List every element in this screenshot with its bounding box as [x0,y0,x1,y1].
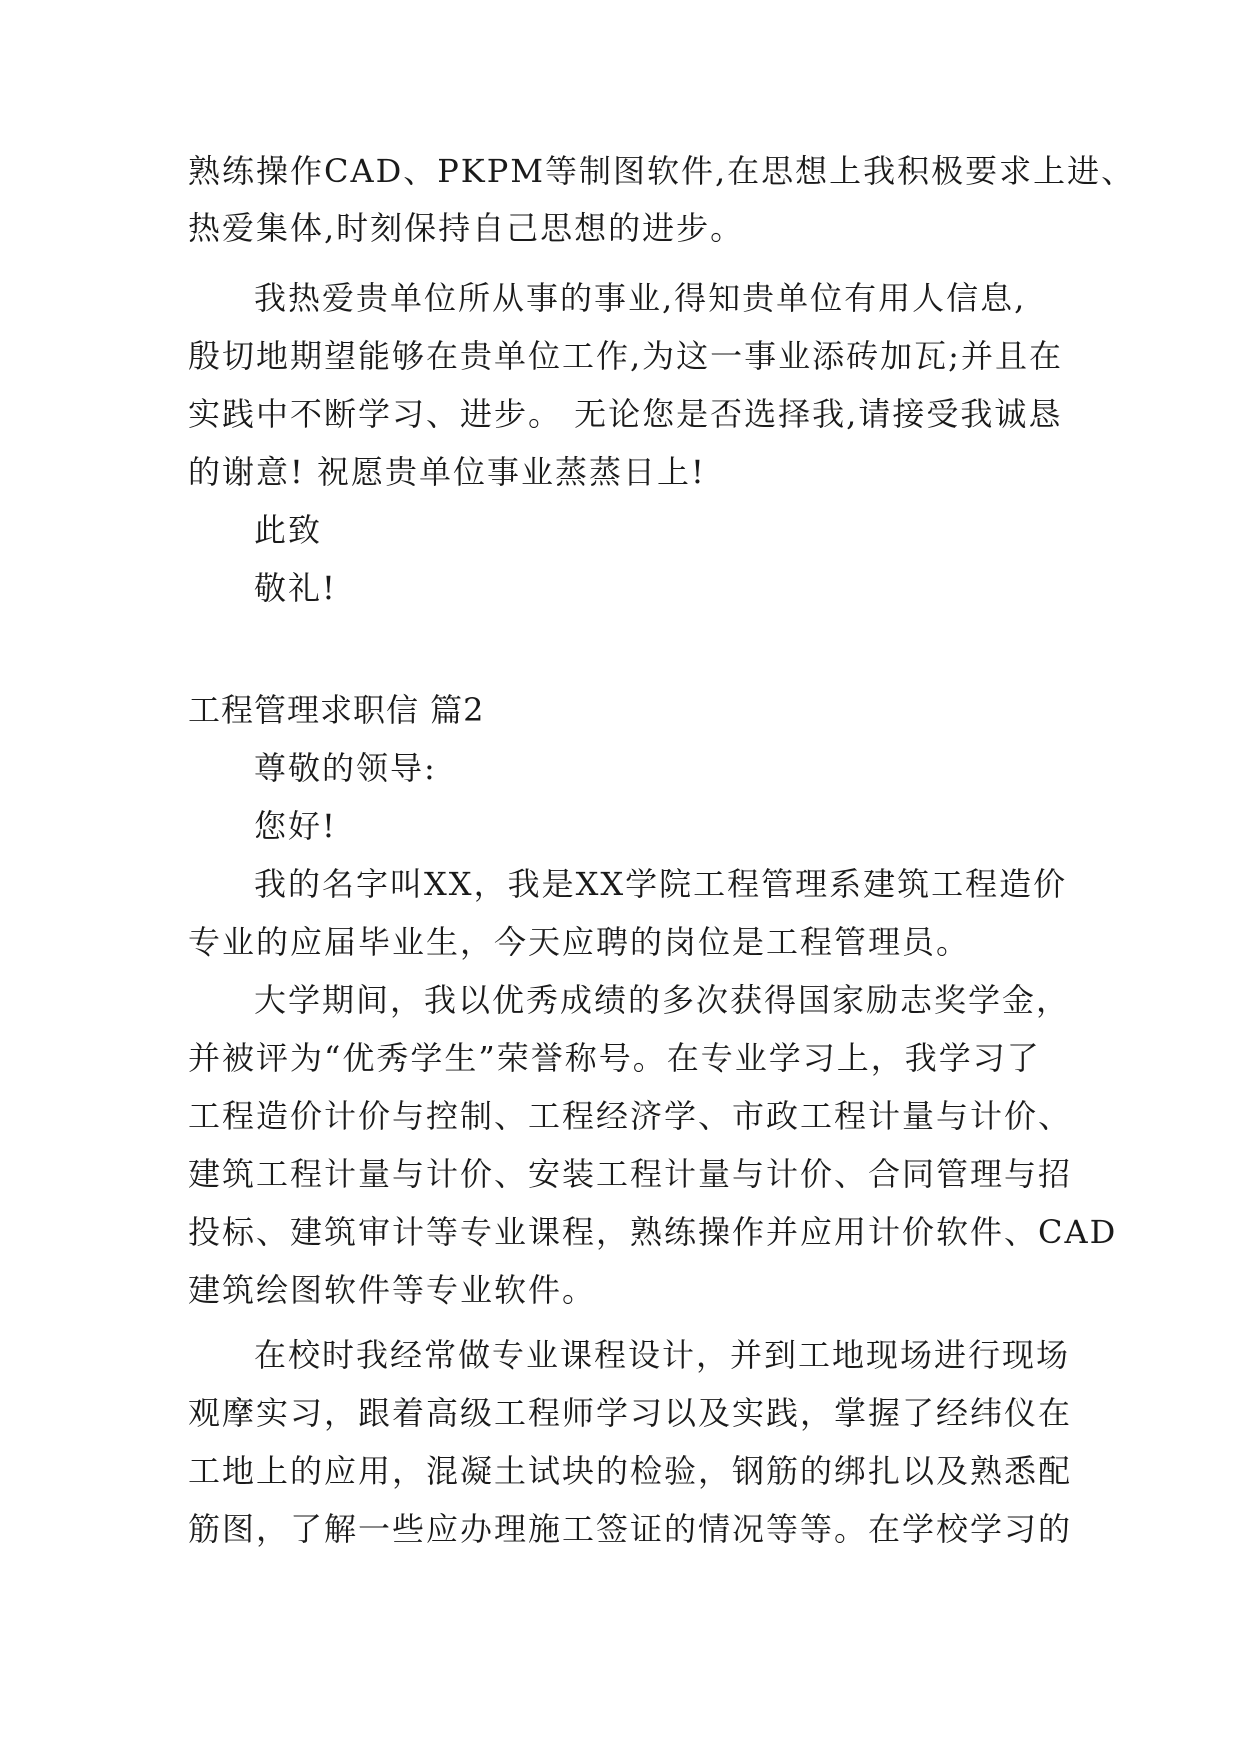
paragraph-first-line: 大学期间，我以优秀成绩的多次获得国家励志奖学金， [254,981,1071,1019]
body-text-line: 并被评为“优秀学生”荣誉称号。在专业学习上，我学习了 [188,1039,1041,1077]
section-title: 工程管理求职信 篇2 [188,691,485,729]
body-text-line: 工程造价计价与控制、工程经济学、市政工程计量与计价、 [188,1097,1073,1135]
greeting-line: 尊敬的领导: [254,749,437,787]
body-text-line: 专业的应届毕业生，今天应聘的岗位是工程管理员。 [188,923,971,961]
closing-regards: 敬礼! [254,569,337,607]
closing-salutation: 此致 [254,511,323,549]
body-text-line: 实践中不断学习、进步。 无论您是否选择我,请接受我诚恳 [188,395,1063,433]
greeting-line: 您好! [254,807,337,845]
paragraph-first-line: 我热爱贵单位所从事的事业,得知贵单位有用人信息, [254,279,1027,317]
paragraph-first-line: 我的名字叫XX，我是XX学院工程管理系建筑工程造价 [254,865,1068,903]
body-text-line: 热爱集体,时刻保持自己思想的进步。 [188,209,745,247]
body-text-line: 熟练操作CAD、PKPM等制图软件,在思想上我积极要求上进、 [188,152,1136,190]
body-text-line: 投标、建筑审计等专业课程，熟练操作并应用计价软件、CAD [188,1213,1118,1251]
body-text-line: 建筑工程计量与计价、安装工程计量与计价、合同管理与招 [188,1155,1073,1193]
body-text-line: 殷切地期望能够在贵单位工作,为这一事业添砖加瓦;并且在 [188,337,1063,375]
body-text-line: 的谢意! 祝愿贵单位事业蒸蒸日上! [188,453,706,491]
paragraph-first-line: 在校时我经常做专业课程设计，并到工地现场进行现场 [254,1336,1071,1374]
body-text-line: 建筑绘图软件等专业软件。 [188,1271,597,1309]
body-text-line: 筋图，了解一些应办理施工签证的情况等等。在学校学习的 [188,1510,1073,1548]
body-text-line: 工地上的应用，混凝土试块的检验，钢筋的绑扎以及熟悉配 [188,1452,1073,1490]
body-text-line: 观摩实习，跟着高级工程师学习以及实践，掌握了经纬仪在 [188,1394,1073,1432]
